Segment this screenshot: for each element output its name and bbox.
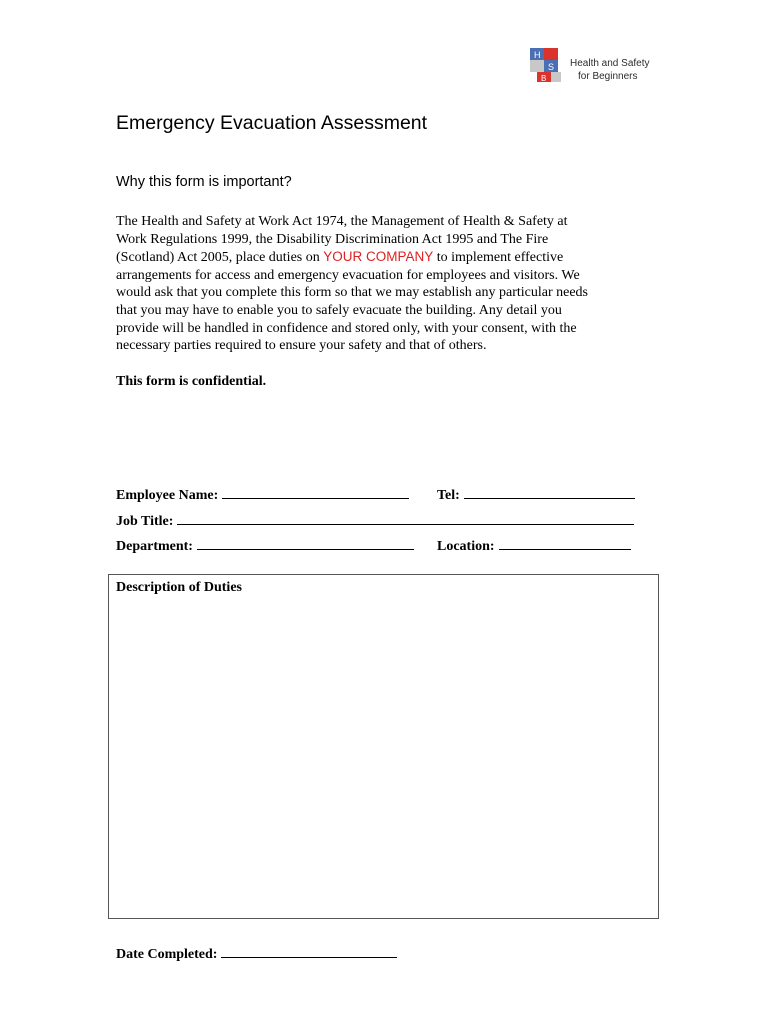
- employee-name-row: [116, 484, 409, 504]
- job-title-row: [116, 510, 634, 530]
- tel-label: Tel:: [437, 488, 460, 503]
- department-label: Department:: [116, 539, 193, 554]
- page-title: Emergency Evacuation Assessment: [116, 112, 428, 134]
- company-logo: [528, 44, 668, 88]
- intro-line: arrangements for access and emergency evacuation for employees and visitors. We: [116, 267, 580, 283]
- section-heading: Why this form is important?: [116, 174, 292, 190]
- duties-description-box[interactable]: [108, 574, 659, 919]
- duties-label: Description of Duties: [116, 580, 242, 595]
- confidential-notice: This form is confidential.: [116, 374, 267, 389]
- date-completed-label: Date Completed:: [116, 947, 218, 962]
- logo-text-line2: for Beginners: [578, 71, 638, 82]
- job-title-field[interactable]: [177, 510, 634, 525]
- intro-paragraph: [116, 213, 656, 355]
- tel-row: [437, 484, 635, 504]
- intro-line: Work Regulations 1999, the Disability Discrimination Act 1995 and The Fire: [116, 231, 549, 247]
- intro-line: provide will be handled in confidence and stored only, with your consent, with the: [116, 320, 577, 336]
- job-title-label: Job Title:: [116, 514, 174, 529]
- tel-field[interactable]: [464, 484, 635, 499]
- location-label: Location:: [437, 539, 495, 554]
- intro-line: The Health and Safety at Work Act 1974, the Management of Health & Safety at: [116, 214, 568, 229]
- hsb-cube-logo-icon: [528, 44, 564, 84]
- intro-line: necessary parties required to ensure your safety and that of others.: [116, 338, 487, 354]
- logo-letter-b: B: [541, 74, 547, 83]
- date-completed-field[interactable]: [221, 943, 397, 958]
- intro-line: that you may have to enable you to safely evacuate the building. Any detail you: [116, 302, 562, 318]
- date-completed-row: [116, 943, 397, 963]
- department-row: [116, 535, 414, 555]
- intro-line-end: to implement effective: [433, 250, 564, 266]
- logo-letter-h: H: [534, 50, 541, 60]
- intro-line: would ask that you complete this form so that we may establish any particular needs: [116, 285, 588, 301]
- department-field[interactable]: [197, 535, 414, 550]
- location-row: [437, 535, 631, 555]
- company-placeholder: YOUR COMPANY: [323, 249, 434, 265]
- employee-name-field[interactable]: [222, 484, 409, 499]
- intro-line-start: (Scotland) Act 2005, place duties on: [116, 250, 320, 266]
- employee-name-label: Employee Name:: [116, 488, 219, 503]
- logo-letter-s: S: [548, 62, 555, 72]
- logo-text-line1: Health and Safety: [570, 58, 650, 69]
- location-field[interactable]: [499, 535, 631, 550]
- intro-line: [116, 248, 656, 267]
